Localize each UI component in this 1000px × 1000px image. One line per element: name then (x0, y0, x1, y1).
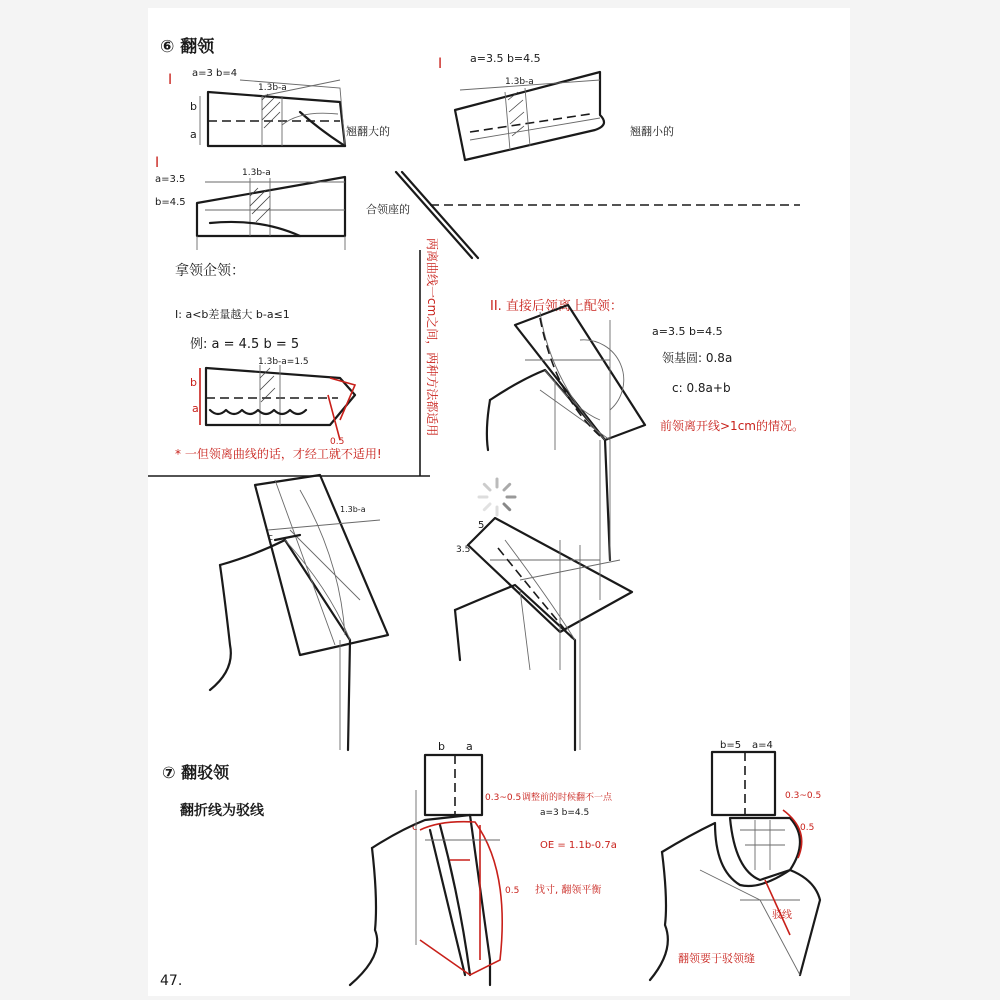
lapel-title: 拿领企领： (175, 263, 245, 279)
collar-diagram-II (455, 72, 604, 160)
sectionII-c-note: c: 0.8a+b (672, 381, 731, 395)
section6-middle-note: 合领座的 (366, 203, 410, 216)
sectionII-top-diagram (487, 305, 645, 560)
section7-left-b: b (438, 740, 445, 753)
section7-right-red1: 0.3~0.5 (785, 791, 822, 801)
section6-I-formula: 1.3b-a (258, 83, 287, 93)
section6-I2-label: I (155, 155, 160, 171)
lapel-collar-diagram (200, 365, 355, 440)
section6-I2-b: b=4.5 (155, 197, 186, 208)
lapel-formula: 1.3b-a=1.5 (258, 357, 309, 367)
vertical-red-note: 两离曲线一cm之间，两种方法都适用 (425, 238, 439, 437)
section7-right-b: b=5 (720, 740, 742, 751)
section6-dim-a: a (190, 128, 197, 141)
section7-left-c: c (412, 822, 418, 833)
section7-left-params: a=3 b=4.5 (540, 808, 590, 818)
section6-II-note: 翘翻小的 (630, 125, 674, 138)
section6-I-note: 翘翻大的 (346, 125, 390, 138)
section7-subtitle: 翻折线为驳线 (180, 803, 264, 819)
lapel-red-mark: 0.5 (330, 437, 345, 447)
sectionII-label-35: 3.5 (456, 545, 471, 555)
sectionII-red-note: 前领离开线>1cm的情况。 (660, 419, 804, 433)
lapel-formula-lower: 1.3b-a (340, 505, 366, 514)
lapel-dim-b: b (190, 376, 197, 389)
section7-left-formula: OE = 1.1b-0.7a (540, 840, 617, 851)
collar-diagram-I2 (197, 177, 345, 250)
lapel-dim-a: a (192, 402, 199, 415)
lapel-condition: I: a<b差量越大 b-a≤1 (175, 308, 290, 321)
section7-left-a: a (466, 740, 473, 753)
section6-I-label: I (168, 72, 173, 88)
section6-I-params: a=3 b=4 (192, 68, 238, 79)
section7-right-a: a=4 (752, 740, 773, 751)
section6-II-formula: 1.3b-a (505, 77, 534, 87)
section7-left-red3: 0.5 (505, 886, 520, 896)
section6-II-label: I (438, 56, 443, 72)
sectionII-circle-note: 领基圆: 0.8a (662, 351, 733, 365)
loading-spinner-icon (479, 479, 515, 515)
section6-dim-b: b (190, 100, 197, 113)
sectionII-params: a=3.5 b=4.5 (652, 325, 723, 338)
section7-right-red2: 0.5 (800, 823, 815, 833)
section6-I2-formula: 1.3b-a (242, 168, 271, 178)
divider-lines (396, 172, 800, 258)
page-number: 47. (160, 973, 183, 989)
section6-title: ⑥ 翻领 (160, 37, 215, 57)
section7-left-red1: 0.3~0.5 (485, 793, 522, 803)
section7-right-red3: 驳线 (772, 910, 792, 921)
sectionII-lower-diagram (455, 440, 632, 750)
section7-right-red4: 翻领要于驳领缝 (678, 952, 755, 965)
lapel-red-warning: * 一但领离曲线的话，才经工就不适用! (175, 447, 382, 461)
sectionII-title: II. 直接后领离上配领： (490, 299, 623, 314)
lapel-bodice-diagram (210, 475, 388, 750)
section6-II-params: a=3.5 b=4.5 (470, 52, 541, 65)
lapel-label-c: c (268, 533, 273, 543)
lapel-example: 例: a = 4.5 b = 5 (190, 337, 300, 352)
section6-I2-a: a=3.5 (155, 174, 186, 185)
sectionII-label-5: 5 (478, 520, 485, 531)
section7-right-diagram (650, 752, 820, 980)
section7-left-diagram (350, 755, 502, 985)
section7-left-red2: 调整前的时候翻不一点 (522, 793, 613, 803)
section7-left-red4: 找寸, 翻领平衡 (535, 885, 602, 896)
section7-title: ⑦ 翻驳领 (162, 763, 230, 782)
